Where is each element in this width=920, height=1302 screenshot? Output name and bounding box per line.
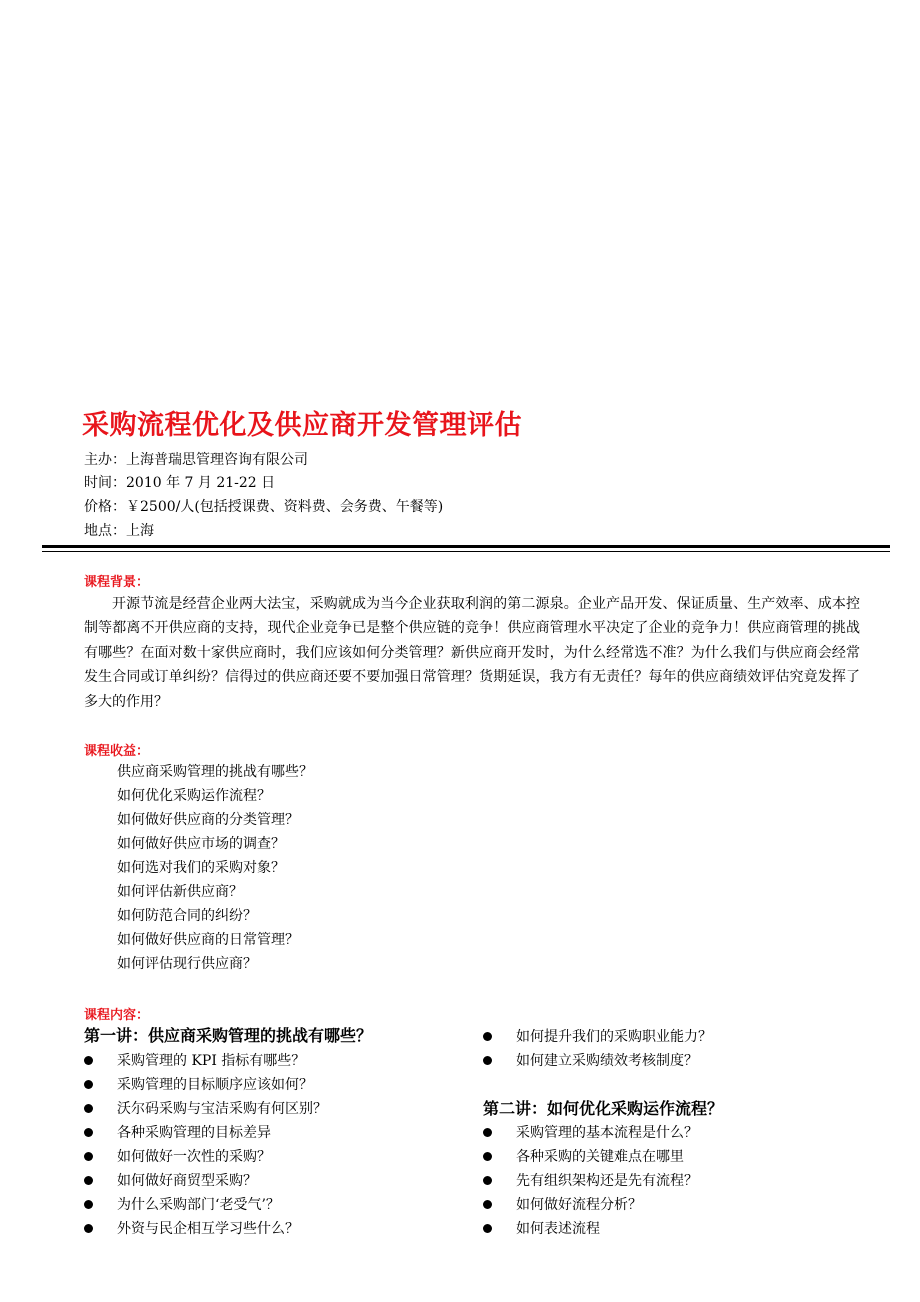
background-paragraph xyxy=(84,592,860,714)
bullet-icon xyxy=(84,1200,93,1209)
bullet-icon xyxy=(483,1056,492,1065)
bullet-icon xyxy=(483,1032,492,1041)
benefit-item: 如何做好供应市场的调查？ xyxy=(117,836,285,852)
header-divider-thin xyxy=(42,551,890,552)
document-page: 采购流程优化及供应商开发管理评估 主办：上海普瑞思管理咨询有限公司 时间：2010 年 7 月 21-22 日 价格：￥2500/人(包括授课费、资料费、会务费、午餐等) 地点：上海 课程背景： 开源节流是经营企业两大法宝，采购就成为当今企业获取利润的第二源泉。企业产品开发、保证质量、生产效率、成本控制等都离不开供应商的支持，现代企业竞争已是整个供应链的竞争！供应商管理水平决定了企业的竞争力！供应商管理的挑战有哪些？在面对数十家供应商时，我们应该如何分类管理？新供应商开发时，为什么经常选不准？为什么我们与供应商会经常发生合同或订单纠纷？信得过的供应商还要不要加强日常管理？货期延误，我方有无责任？每年的供应商绩效评估究竟发挥了多大的作用？ 课程收益： 供应商采购管理的挑战有哪些？ 如何优化采购运作流程？ 如何做好供应商的分类管理？ 如何做好供应市场的调查？ 如何选对我们的采购对象？ 如何评估新供应商？ 如何防范合同的纠纷？ 如何做好供应商的日常管理？ 如何评估现行供应商？ 课程内容： 第一讲：供应商采购管理的挑战有哪些？ 采购管理的 KPI 指标有哪些？ 采购管理的目标顺序应该如何？ 沃尔码采购与宝洁采购有何区别？ 各种采购管理的目标差异 如何做好一次性的采购？ 如何做好商贸型采购？ 为什么采购部门‘老受气’？ 外资与民企相互学习些什么？ 如何提升我们的采购职业能力？ 如何建立采购绩效考核制度？ 第二讲：如何优化采购运作流程？ 采购管理的基本流程是什么？ 各种采购的关键难点在哪里 先有组织架构还是先有流程？ 如何做好流程分析？ 如何表述流程 xyxy=(0,0,920,1302)
bullet-icon xyxy=(84,1128,93,1137)
bullet-icon xyxy=(84,1104,93,1113)
course-title: 采购流程优化及供应商开发管理评估 xyxy=(82,410,522,441)
lecture1-title: 第一讲：供应商采购管理的挑战有哪些？ xyxy=(84,1026,373,1045)
benefit-item: 如何做好供应商的分类管理？ xyxy=(117,812,299,828)
benefit-item: 如何做好供应商的日常管理？ xyxy=(117,932,299,948)
bullet-icon xyxy=(483,1224,492,1233)
bullet-icon xyxy=(84,1056,93,1065)
benefits-label: 课程收益： xyxy=(84,744,150,759)
bullet-icon xyxy=(84,1080,93,1089)
content-label: 课程内容： xyxy=(84,1008,150,1023)
bullet-icon xyxy=(84,1176,93,1185)
benefit-item: 如何评估新供应商？ xyxy=(117,884,243,900)
bullet-icon xyxy=(483,1176,492,1185)
benefit-item: 如何优化采购运作流程？ xyxy=(117,788,271,804)
background-text: 开源节流是经营企业两大法宝，采购就成为当今企业获取利润的第二源泉。企业产品开发、保证质量、生产效率、成本控制等都离不开供应商的支持，现代企业竞争已是整个供应链的竞争！供应商管理水平决定了企业的竞争力！供应商管理的挑战有哪些？在面对数十家供应商时，我们应该如何分类管理？新供应商开发时，为什么经常选不准？为什么我们与供应商会经常发生合同或订单纠纷？信得过的供应商还要不要加强日常管理？货期延误，我方有无责任？每年的供应商绩效评估究竟发挥了多大的作用？ xyxy=(84,596,860,710)
info-place: 地点：上海 xyxy=(84,523,154,539)
info-time: 时间：2010 年 7 月 21-22 日 xyxy=(84,475,276,491)
info-price: 价格：￥2500/人(包括授课费、资料费、会务费、午餐等) xyxy=(84,499,444,515)
benefit-item: 如何评估现行供应商？ xyxy=(117,956,257,972)
bullet-icon xyxy=(84,1152,93,1161)
bullet-icon xyxy=(483,1128,492,1137)
benefit-item: 如何防范合同的纠纷？ xyxy=(117,908,257,924)
bullet-icon xyxy=(483,1200,492,1209)
benefit-item: 供应商采购管理的挑战有哪些？ xyxy=(117,764,313,780)
benefit-item: 如何选对我们的采购对象？ xyxy=(117,860,285,876)
background-label: 课程背景： xyxy=(84,575,150,590)
info-host: 主办：上海普瑞思管理咨询有限公司 xyxy=(84,452,308,468)
bullet-icon xyxy=(483,1152,492,1161)
bullet-icon xyxy=(84,1224,93,1233)
header-divider-thick xyxy=(42,545,890,548)
lecture2-title: 第二讲：如何优化采购运作流程？ xyxy=(483,1099,724,1118)
